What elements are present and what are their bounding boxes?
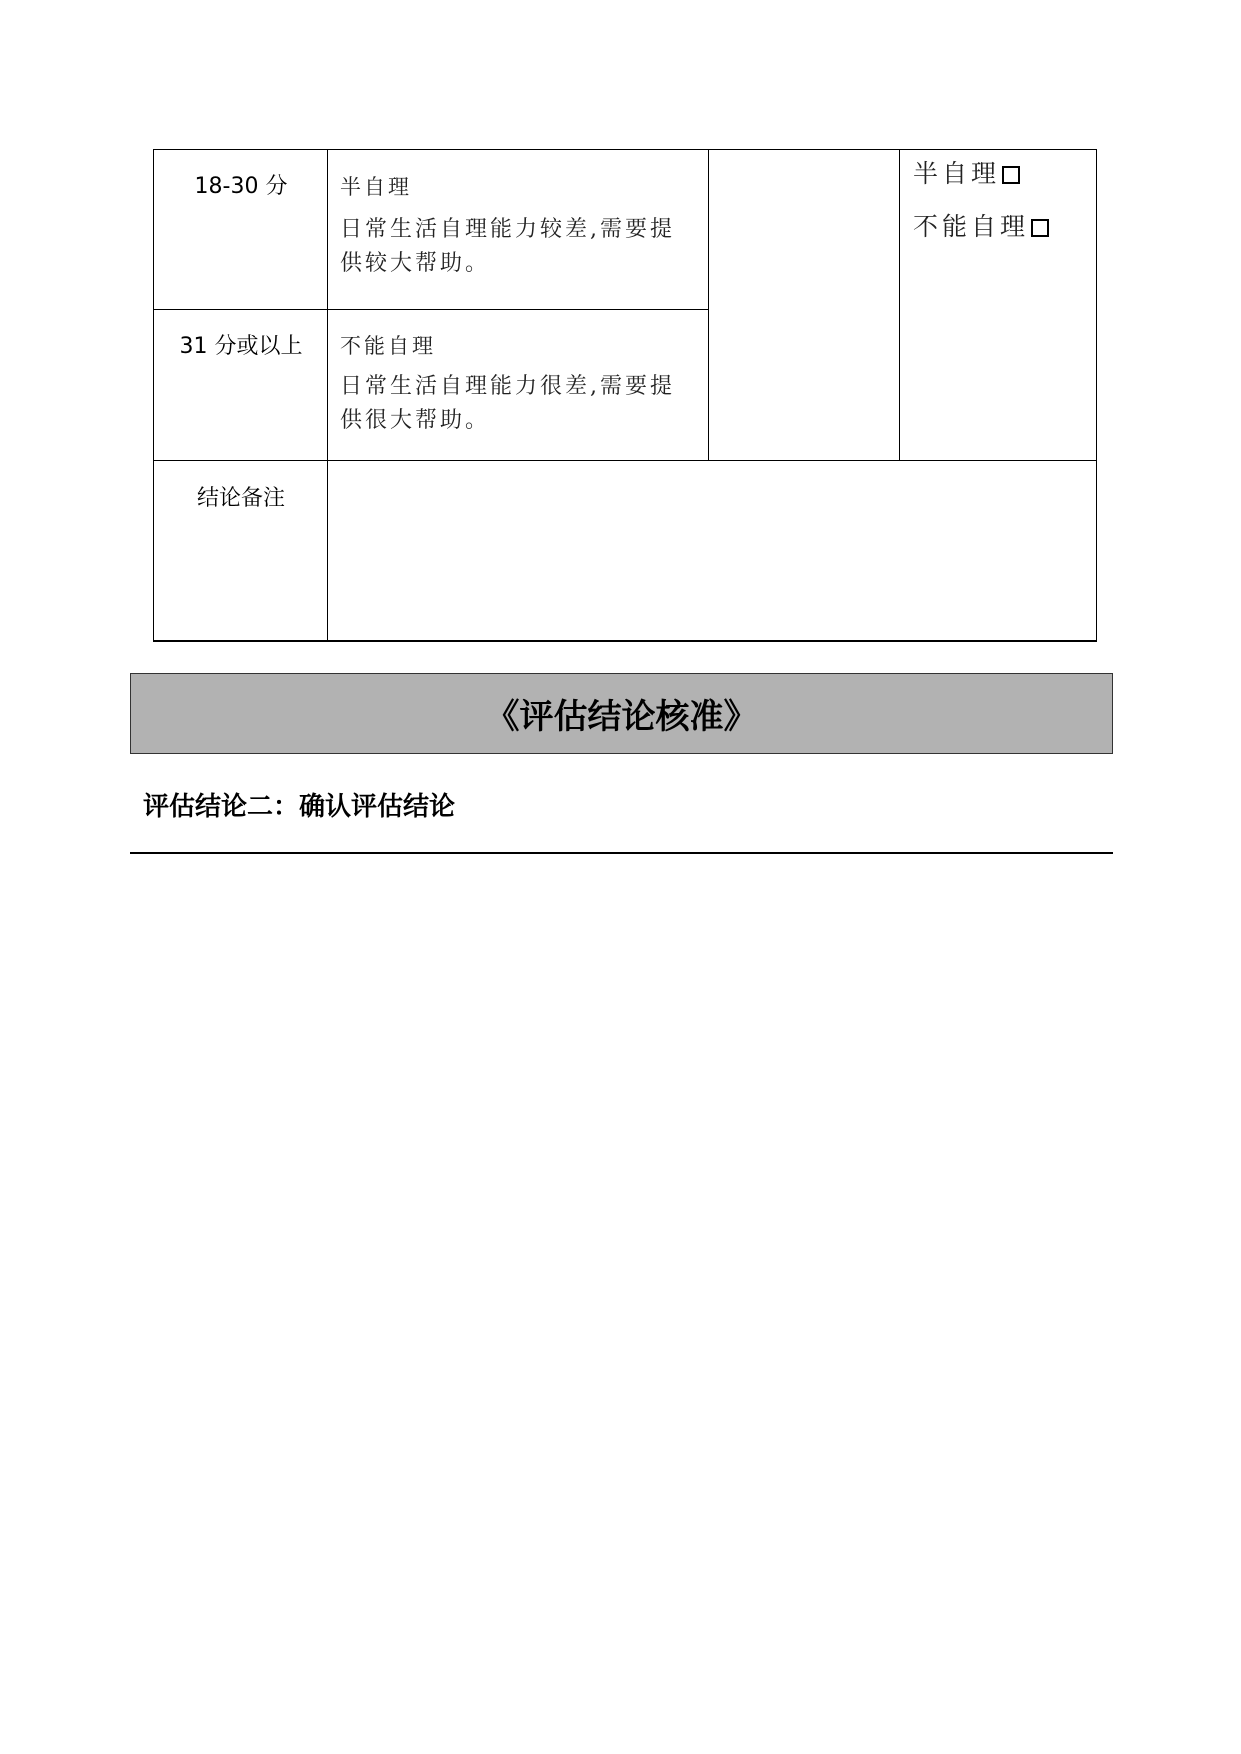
- table-row-divider: [153, 309, 708, 310]
- level-description: 日常生活自理能力很差,需要提供很大帮助。: [340, 374, 675, 433]
- table-border-top: [153, 149, 1097, 150]
- level-title: 半自理: [340, 175, 412, 199]
- section-heading: 评估结论二：确认评估结论: [143, 792, 456, 822]
- checkbox[interactable]: [1002, 166, 1020, 184]
- score-range: 18-30 分: [194, 174, 288, 199]
- divider: [130, 852, 1113, 854]
- table-col-divider: [327, 149, 328, 641]
- table-border-bottom: [153, 640, 1097, 642]
- option-label: 半自理: [913, 159, 1001, 188]
- level-description: 日常生活自理能力较差,需要提供较大帮助。: [340, 217, 675, 276]
- remarks-label: 结论备注: [196, 486, 285, 511]
- score-range: 31 分或以上: [179, 334, 303, 359]
- checkbox[interactable]: [1031, 219, 1049, 237]
- option-no-self-care[interactable]: [913, 207, 1049, 243]
- option-semi-self-care[interactable]: [913, 154, 1020, 190]
- banner-title: 《评估结论核准》: [485, 697, 758, 737]
- section-banner: [130, 673, 1113, 754]
- remarks-field[interactable]: [330, 463, 1094, 638]
- table-col-divider: [708, 149, 709, 461]
- table-border-left: [153, 149, 154, 641]
- option-label: 不能自理: [913, 212, 1030, 241]
- level-title: 不能自理: [340, 334, 436, 358]
- table-col-divider: [899, 149, 900, 461]
- table-border-right: [1096, 149, 1097, 641]
- table-row-divider: [153, 460, 1097, 461]
